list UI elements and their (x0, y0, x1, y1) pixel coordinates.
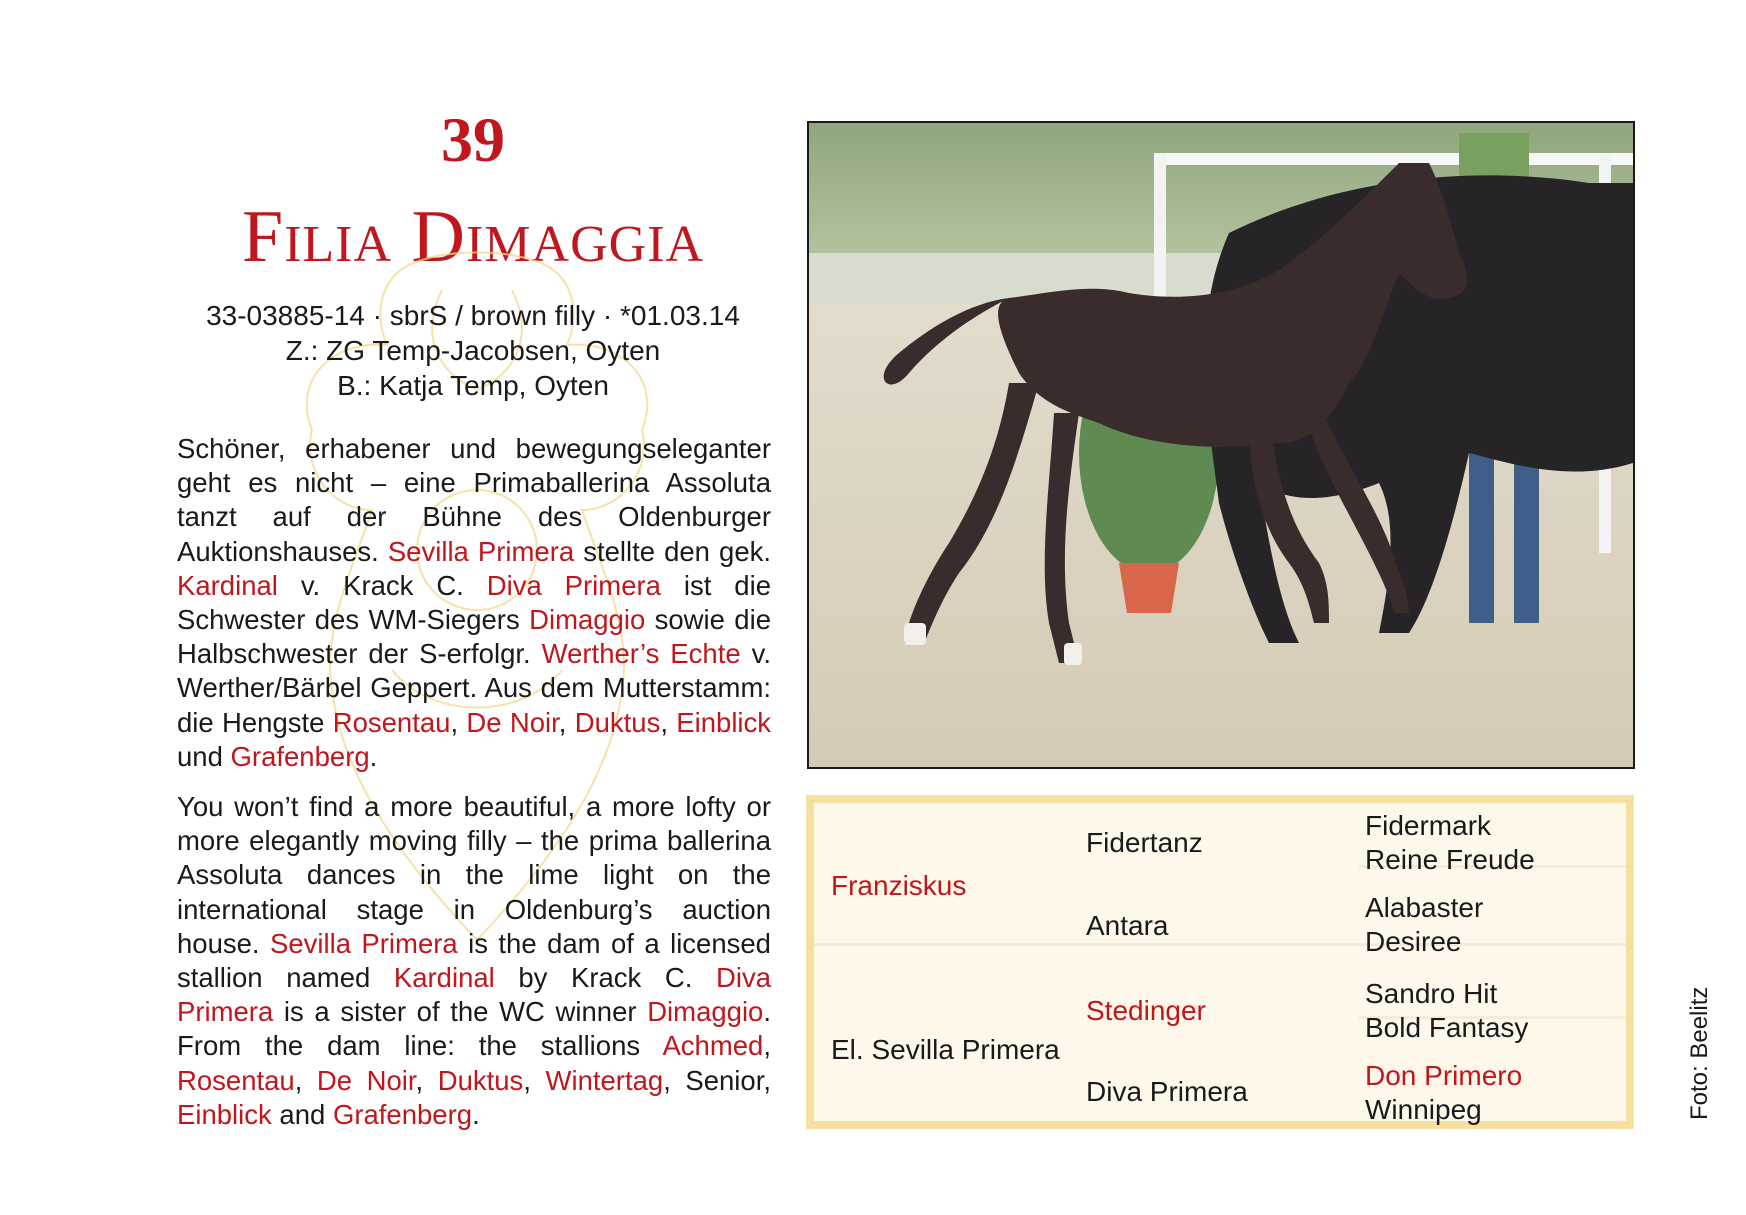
pedigree-dds: Don Primero (1365, 1060, 1523, 1091)
pedigree-dam-sire: Stedinger (1086, 995, 1206, 1026)
highlight-name: Grafenberg (332, 1098, 473, 1130)
horse-photo (807, 121, 1635, 769)
body-text: You won’t find a more beautiful, a more lofty or more elegantly moving filly – the prima ballerina Assoluta dances in the lime light on the international stage in Oldenburg’s auction house. (177, 791, 771, 959)
body-text: and (271, 1098, 333, 1130)
body-text: Schöner, erhabener und bewegungseleganter geht es nicht – eine Primaballerina Assoluta tanzt auf der Bühne des Oldenburger Auktionshauses. (177, 433, 771, 567)
highlight-name: Duktus (437, 1064, 524, 1096)
photo-credit: Foto: Beelitz (1686, 986, 1713, 1120)
horse-name: Filia Dimaggia (241, 196, 705, 278)
highlight-name: Dimaggio (647, 996, 764, 1028)
body-text: ist die Schwester des WM-Siegers (177, 569, 771, 636)
highlight-name: Kardinal (393, 962, 495, 994)
body-text: is the dam of a licensed stallion named (177, 927, 771, 994)
body-text: v. Krack C. (277, 569, 487, 601)
pedigree-sss: Fidermark (1365, 810, 1492, 841)
pedigree-ssd: Reine Freude (1365, 844, 1535, 875)
body-text: , (763, 1030, 771, 1062)
lot-number: 39 (441, 104, 505, 175)
highlight-name: Dimaggio (529, 604, 646, 636)
body-text: by Krack C. (494, 962, 716, 994)
highlight-name: Rosentau (177, 1064, 295, 1096)
body-text: v. Werther/Bärbel Geppert. Aus dem Mutterstamm: die Hengste (177, 638, 771, 738)
highlight-name: Wintertag (545, 1064, 664, 1096)
pedigree-sire-dam: Antara (1086, 910, 1169, 941)
pedigree-ddd: Winnipeg (1365, 1094, 1482, 1125)
pedigree-sds: Alabaster (1365, 892, 1484, 923)
pedigree-table (806, 795, 1634, 1129)
body-text: , (558, 706, 575, 738)
body-text: . (369, 740, 378, 772)
highlight-name: Sevilla Primera (270, 927, 458, 959)
highlight-name: Rosentau (332, 706, 451, 738)
highlight-name: Achmed (662, 1030, 764, 1062)
info-registration: 33-03885-14 · sbrS / brown filly · *01.03.14 (206, 300, 740, 331)
description-german (177, 432, 771, 774)
description-english (177, 790, 771, 1132)
body-text: . From the dam line: the stallions (177, 996, 771, 1062)
body-text: , (523, 1064, 546, 1096)
body-text: , (415, 1064, 438, 1096)
highlight-name: Diva Primera (486, 569, 661, 601)
pedigree-dam-dam: Diva Primera (1086, 1076, 1248, 1107)
pedigree-dsd: Bold Fantasy (1365, 1012, 1529, 1043)
pedigree-sire-sire: Fidertanz (1086, 827, 1203, 858)
body-text: , (294, 1064, 317, 1096)
body-text: stellte den gek. (574, 535, 772, 567)
pedigree-sire: Franziskus (831, 870, 967, 901)
body-text: , (660, 706, 677, 738)
highlight-name: De Noir (316, 1064, 416, 1096)
body-text: . (472, 1098, 480, 1130)
highlight-name: Diva Primera (177, 962, 771, 1028)
highlight-name: Werther’s Echte (541, 638, 741, 670)
highlight-name: Duktus (574, 706, 661, 738)
body-text: sowie die Halbschwester der S-erfolgr. (177, 604, 772, 670)
pedigree-dss: Sandro Hit (1365, 978, 1498, 1009)
highlight-name: Sevilla Primera (387, 535, 575, 567)
info-owner: B.: Katja Temp, Oyten (337, 370, 609, 401)
info-breeder: Z.: ZG Temp-Jacobsen, Oyten (285, 335, 661, 366)
body-text: , Senior, (663, 1064, 771, 1096)
body-text: , (450, 706, 467, 738)
pedigree-sdd: Desiree (1365, 926, 1462, 957)
pedigree-dam: El. Sevilla Primera (831, 1034, 1060, 1065)
highlight-name: Einblick (676, 706, 772, 738)
highlight-name: Kardinal (177, 569, 278, 601)
body-text: und (177, 740, 231, 772)
highlight-name: Einblick (177, 1098, 272, 1130)
highlight-name: Grafenberg (230, 740, 370, 772)
highlight-name: De Noir (466, 706, 559, 738)
body-text: is a sister of the WC winner (273, 996, 648, 1028)
